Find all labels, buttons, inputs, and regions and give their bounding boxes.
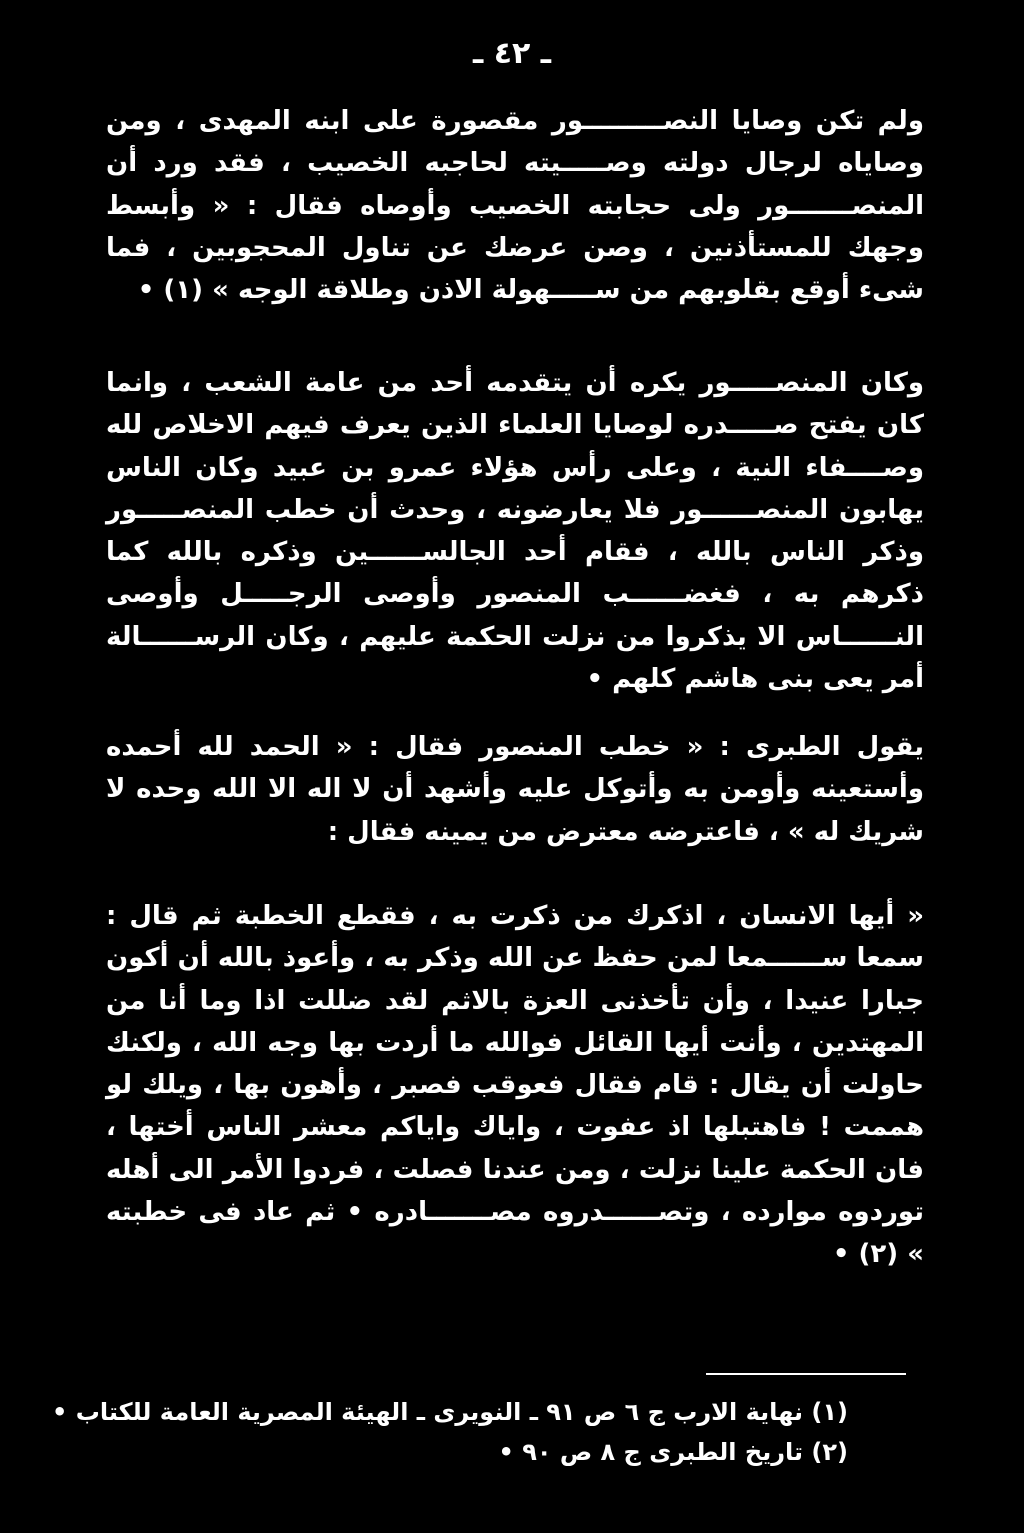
- paragraph-1: ولم تكن وصايا النصـــــــــور مقصورة على ابنه المهدى ، ومن وصاياه لرجال دولته وصـــــيته لحاجبه الخصيب ، فقد ورد أن المنصـــــــور ولى حجابته الخصيب وأوصاه فقال : « وأبسط وجهك للمستأذنين ، وصن عرضك عن تناول المحجوبين ، فما شىء أوقع بقلوبهم من ســـــهولة الاذن وطلاقة الوجه » (١) •: [106, 106, 924, 306]
- paragraph-3: يقول الطبرى : « خطب المنصور فقال : « الحمد لله أحمده وأستعينه وأومن به وأتوكل عليه وأشهد أن لا اله الا الله وحده لا شريك له » ، فاعترضه معترض من يمينه فقال :: [106, 732, 924, 847]
- footnote-divider: [706, 1373, 906, 1375]
- footnote-1: (١) نهاية الارب ج ٦ ص ٩١ ـ النويرى ـ الهيئة المصرية العامة للكتاب •: [52, 1398, 848, 1426]
- page-number: ـ ٤٢ ـ: [472, 36, 552, 71]
- paragraph-4: « أيها الانسان ، اذكرك من ذكرت به ، فقطع الخطبة ثم قال : سمعا ســــــمعا لمن حفظ عن الله وذكر به ، وأعوذ بالله أن أكون جبارا عنيدا ، وأن تأخذنى العزة بالاثم لقد ضللت اذا وما أنا من المهتدين ، وأنت أيها القائل فوالله ما أردت بها وجه الله ، ولكنك حاولت أن يقال : قام فقال فعوقب فصبر ، وأهون بها ، ويلك لو هممت ! فاهتبلها اذ عفوت ، واياك واياكم معشر الناس أختها ، فان الحكمة علينا نزلت ، ومن عندنا فصلت ، فردوا الأمر الى أهله توردوه موارده ، وتصــــــدروه مصـــــــادره • ثم عاد فى خطبته » (٢) •: [106, 901, 924, 1270]
- footnote-2: (٢) تاريخ الطبرى ج ٨ ص ٩٠ •: [498, 1438, 848, 1466]
- footnotes: [52, 1392, 848, 1472]
- paragraph-2: وكان المنصـــــور يكره أن يتقدمه أحد من عامة الشعب ، وانما كان يفتح صـــــدره لوصايا العلماء الذين يعرف فيهم الاخلاص لله وصــــفاء النية ، وعلى رأس هؤلاء عمرو بن عبيد وكان الناس يهابون المنصــــــور فلا يعارضونه ، وحدث أن خطب المنصـــــور وذكر الناس بالله ، فقام أحد الجالســــــين وذكره بالله كما ذكرهم به ، فغضــــــب المنصور وأوصى الرجـــــل وأوصى النــــــاس الا يذكروا من نزلت الحكمة عليهم ، وكان الرســــــالة أمر يعى بنى هاشم كلهم •: [106, 368, 924, 695]
